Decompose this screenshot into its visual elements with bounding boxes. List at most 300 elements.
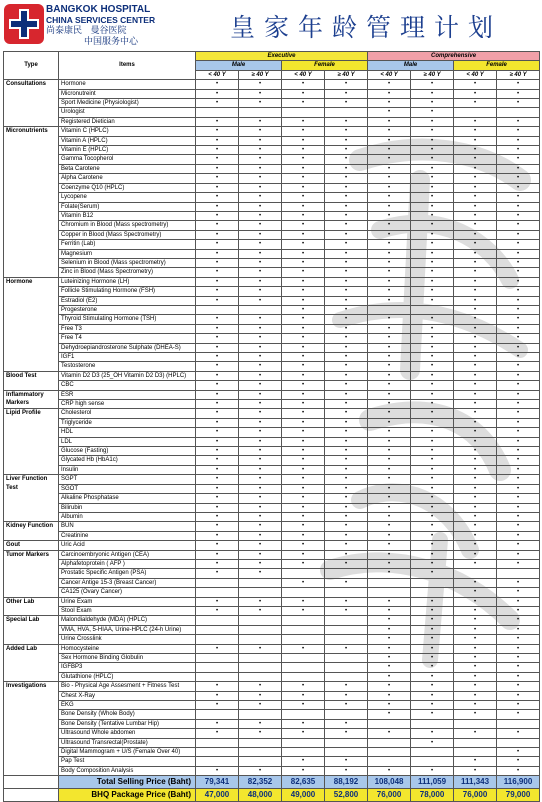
included-dot: • (497, 353, 540, 362)
included-dot: • (239, 117, 282, 126)
included-dot: • (196, 343, 239, 352)
included-dot: • (454, 512, 497, 521)
included-dot: • (325, 701, 368, 710)
package-table (3, 51, 540, 802)
item-name: Alphafetoprotein ( AFP ) (59, 559, 196, 568)
included-dot: • (325, 193, 368, 202)
included-dot: • (497, 494, 540, 503)
included-dot: • (239, 512, 282, 521)
included-dot: • (282, 230, 325, 239)
included-dot: • (282, 484, 325, 493)
included-dot: • (411, 503, 454, 512)
table-row (4, 484, 540, 493)
included-dot: • (196, 202, 239, 211)
included-dot: • (239, 296, 282, 305)
included-dot: • (239, 277, 282, 286)
included-dot: • (282, 305, 325, 314)
empty-cell (325, 672, 368, 681)
included-dot: • (196, 569, 239, 578)
included-dot: • (411, 606, 454, 615)
included-dot: • (454, 211, 497, 220)
included-dot: • (411, 268, 454, 277)
included-dot: • (196, 390, 239, 399)
included-dot: • (196, 258, 239, 267)
item-name: Progesterone (59, 305, 196, 314)
included-dot: • (368, 240, 411, 249)
total-price: 116,900 (497, 776, 540, 789)
logo-text (46, 4, 196, 47)
column-header-age: ≥ 40 Y (497, 70, 540, 79)
included-dot: • (239, 418, 282, 427)
empty-cell (454, 719, 497, 728)
item-name: CA125 (Ovary Cancer) (59, 588, 196, 597)
included-dot: • (239, 719, 282, 728)
included-dot: • (497, 748, 540, 757)
included-dot: • (196, 494, 239, 503)
table-row (4, 371, 540, 380)
included-dot: • (282, 757, 325, 766)
included-dot: • (196, 80, 239, 89)
empty-cell (325, 588, 368, 597)
row-type: Micronutrients (4, 127, 59, 278)
included-dot: • (325, 465, 368, 474)
included-dot: • (454, 757, 497, 766)
item-name: IGFBP3 (59, 663, 196, 672)
included-dot: • (282, 644, 325, 653)
empty-cell (196, 654, 239, 663)
included-dot: • (497, 146, 540, 155)
item-name: Glycated Hb (HbA1c) (59, 456, 196, 465)
included-dot: • (454, 428, 497, 437)
included-dot: • (497, 437, 540, 446)
included-dot: • (454, 710, 497, 719)
included-dot: • (282, 766, 325, 775)
included-dot: • (454, 766, 497, 775)
included-dot: • (239, 174, 282, 183)
table-row (4, 428, 540, 437)
row-type: Hormone (4, 277, 59, 371)
included-dot: • (368, 691, 411, 700)
included-dot: • (325, 729, 368, 738)
item-name: Stool Exam (59, 606, 196, 615)
column-header-comprehensive: Comprehensive (368, 52, 540, 61)
included-dot: • (411, 644, 454, 653)
empty-cell (239, 635, 282, 644)
included-dot: • (368, 447, 411, 456)
included-dot: • (239, 437, 282, 446)
column-header-executive: Executive (196, 52, 368, 61)
included-dot: • (239, 644, 282, 653)
included-dot: • (454, 277, 497, 286)
included-dot: • (454, 80, 497, 89)
item-name: Uric Acid (59, 541, 196, 550)
table-row (4, 381, 540, 390)
included-dot: • (497, 155, 540, 164)
included-dot: • (497, 616, 540, 625)
included-dot: • (497, 625, 540, 634)
included-dot: • (282, 315, 325, 324)
item-name: Carcinoembryonic Antigen (CEA) (59, 550, 196, 559)
included-dot: • (196, 277, 239, 286)
included-dot: • (497, 757, 540, 766)
included-dot: • (239, 550, 282, 559)
included-dot: • (454, 164, 497, 173)
included-dot: • (368, 606, 411, 615)
item-name: Free T3 (59, 324, 196, 333)
item-name: Testosterone (59, 362, 196, 371)
included-dot: • (368, 644, 411, 653)
included-dot: • (368, 663, 411, 672)
included-dot: • (454, 230, 497, 239)
included-dot: • (411, 258, 454, 267)
empty-cell (411, 719, 454, 728)
included-dot: • (368, 202, 411, 211)
included-dot: • (239, 465, 282, 474)
included-dot: • (282, 597, 325, 606)
included-dot: • (325, 80, 368, 89)
included-dot: • (196, 211, 239, 220)
included-dot: • (497, 484, 540, 493)
included-dot: • (497, 550, 540, 559)
included-dot: • (239, 240, 282, 249)
included-dot: • (239, 287, 282, 296)
included-dot: • (196, 503, 239, 512)
included-dot: • (239, 456, 282, 465)
included-dot: • (411, 324, 454, 333)
included-dot: • (368, 164, 411, 173)
empty-cell (239, 663, 282, 672)
bhq-price: 76,000 (368, 789, 411, 802)
empty-cell (239, 578, 282, 587)
included-dot: • (325, 644, 368, 653)
table-row (4, 494, 540, 503)
included-dot: • (239, 606, 282, 615)
included-dot: • (325, 409, 368, 418)
table-row (4, 522, 540, 531)
empty-cell (282, 710, 325, 719)
item-name: Bio - Physical Age Assesment + Fitness Test (59, 682, 196, 691)
included-dot: • (454, 400, 497, 409)
included-dot: • (368, 475, 411, 484)
included-dot: • (368, 174, 411, 183)
included-dot: • (325, 249, 368, 258)
included-dot: • (282, 353, 325, 362)
item-name: Urine Crosslink (59, 635, 196, 644)
included-dot: • (282, 494, 325, 503)
included-dot: • (411, 597, 454, 606)
included-dot: • (368, 146, 411, 155)
empty-cell (411, 578, 454, 587)
included-dot: • (196, 409, 239, 418)
item-name: BUN (59, 522, 196, 531)
column-header-items: Items (59, 52, 196, 80)
empty-cell (196, 588, 239, 597)
included-dot: • (196, 155, 239, 164)
included-dot: • (411, 418, 454, 427)
included-dot: • (497, 371, 540, 380)
included-dot: • (196, 559, 239, 568)
empty-cell (497, 738, 540, 747)
included-dot: • (454, 682, 497, 691)
included-dot: • (325, 305, 368, 314)
included-dot: • (368, 512, 411, 521)
included-dot: • (497, 428, 540, 437)
included-dot: • (454, 183, 497, 192)
included-dot: • (325, 136, 368, 145)
included-dot: • (239, 484, 282, 493)
included-dot: • (325, 99, 368, 108)
included-dot: • (411, 569, 454, 578)
included-dot: • (368, 296, 411, 305)
included-dot: • (497, 277, 540, 286)
included-dot: • (196, 183, 239, 192)
included-dot: • (282, 221, 325, 230)
included-dot: • (454, 146, 497, 155)
table-row (4, 578, 540, 587)
included-dot: • (196, 606, 239, 615)
included-dot: • (325, 146, 368, 155)
included-dot: • (454, 193, 497, 202)
item-name: Vitamin C (HPLC) (59, 127, 196, 136)
included-dot: • (196, 334, 239, 343)
included-dot: • (368, 569, 411, 578)
empty-cell (368, 748, 411, 757)
empty-cell (411, 748, 454, 757)
included-dot: • (454, 296, 497, 305)
included-dot: • (325, 418, 368, 427)
included-dot: • (497, 597, 540, 606)
included-dot: • (411, 174, 454, 183)
item-name: Bilirubin (59, 503, 196, 512)
included-dot: • (282, 512, 325, 521)
item-name: Ultrasound Transrectal(Prostate) (59, 738, 196, 747)
included-dot: • (497, 522, 540, 531)
included-dot: • (497, 183, 540, 192)
empty-cell (239, 757, 282, 766)
item-name: Folate(Serum) (59, 202, 196, 211)
empty-cell (282, 654, 325, 663)
included-dot: • (454, 324, 497, 333)
total-price: 88,192 (325, 776, 368, 789)
table-row (4, 738, 540, 747)
included-dot: • (239, 701, 282, 710)
column-header-age: ≥ 40 Y (325, 70, 368, 79)
item-name: Ultrasound Whole abdomen (59, 729, 196, 738)
logo-cn-line (46, 25, 196, 36)
included-dot: • (239, 230, 282, 239)
included-dot: • (454, 155, 497, 164)
included-dot: • (282, 390, 325, 399)
included-dot: • (239, 531, 282, 540)
included-dot: • (282, 193, 325, 202)
item-name: IGF1 (59, 353, 196, 362)
included-dot: • (368, 221, 411, 230)
included-dot: • (411, 221, 454, 230)
item-name: Insulin (59, 465, 196, 474)
bhq-price-row (4, 789, 540, 802)
logo-cn-1: 尚泰康民 (46, 25, 83, 35)
item-name: ESR (59, 390, 196, 399)
included-dot: • (368, 682, 411, 691)
included-dot: • (411, 146, 454, 155)
item-name: Registered Dietician (59, 117, 196, 126)
empty-cell (196, 108, 239, 117)
included-dot: • (497, 193, 540, 202)
empty-cell (411, 588, 454, 597)
included-dot: • (411, 277, 454, 286)
table-row (4, 682, 540, 691)
included-dot: • (454, 588, 497, 597)
included-dot: • (368, 381, 411, 390)
included-dot: • (497, 682, 540, 691)
empty-cell (196, 625, 239, 634)
included-dot: • (239, 522, 282, 531)
included-dot: • (411, 437, 454, 446)
included-dot: • (239, 447, 282, 456)
table-row (4, 155, 540, 164)
empty-cell (196, 738, 239, 747)
included-dot: • (454, 541, 497, 550)
included-dot: • (282, 428, 325, 437)
included-dot: • (497, 240, 540, 249)
included-dot: • (368, 635, 411, 644)
included-dot: • (239, 691, 282, 700)
item-name: Vitamin E (HPLC) (59, 146, 196, 155)
included-dot: • (325, 559, 368, 568)
included-dot: • (325, 550, 368, 559)
included-dot: • (239, 682, 282, 691)
included-dot: • (368, 418, 411, 427)
included-dot: • (282, 719, 325, 728)
item-name: LDL (59, 437, 196, 446)
included-dot: • (196, 362, 239, 371)
included-dot: • (454, 531, 497, 540)
empty-cell (454, 748, 497, 757)
included-dot: • (497, 503, 540, 512)
empty-cell (325, 635, 368, 644)
empty-cell (196, 748, 239, 757)
included-dot: • (196, 240, 239, 249)
included-dot: • (497, 588, 540, 597)
included-dot: • (368, 531, 411, 540)
total-price: 111,059 (411, 776, 454, 789)
total-price: 79,341 (196, 776, 239, 789)
included-dot: • (368, 155, 411, 164)
included-dot: • (497, 447, 540, 456)
included-dot: • (368, 287, 411, 296)
included-dot: • (411, 193, 454, 202)
table-row (4, 748, 540, 757)
column-header-age: < 40 Y (368, 70, 411, 79)
included-dot: • (239, 343, 282, 352)
empty-cell (282, 569, 325, 578)
column-header-exec-female: Female (282, 61, 368, 70)
included-dot: • (454, 315, 497, 324)
item-name: Follicle Stimulating Hormone (FSH) (59, 287, 196, 296)
included-dot: • (368, 465, 411, 474)
included-dot: • (411, 635, 454, 644)
item-name: Sex Hormone Binding Globulin (59, 654, 196, 663)
included-dot: • (325, 390, 368, 399)
row-type: Inflammatory Markers (4, 390, 59, 409)
bhq-price: 52,800 (325, 789, 368, 802)
table-row (4, 663, 540, 672)
included-dot: • (368, 193, 411, 202)
included-dot: • (239, 164, 282, 173)
included-dot: • (411, 211, 454, 220)
table-row (4, 625, 540, 634)
item-name: Homocysteine (59, 644, 196, 653)
table-row (4, 324, 540, 333)
included-dot: • (282, 475, 325, 484)
total-price: 82,352 (239, 776, 282, 789)
included-dot: • (196, 531, 239, 540)
row-type: Gout (4, 541, 59, 550)
item-name: Creatinine (59, 531, 196, 540)
included-dot: • (368, 343, 411, 352)
included-dot: • (411, 494, 454, 503)
table-row (4, 644, 540, 653)
empty-cell (325, 663, 368, 672)
table-row (4, 503, 540, 512)
included-dot: • (411, 287, 454, 296)
included-dot: • (368, 729, 411, 738)
included-dot: • (454, 117, 497, 126)
item-name: Thyroid Stimulating Hormone (TSH) (59, 315, 196, 324)
included-dot: • (497, 710, 540, 719)
included-dot: • (497, 258, 540, 267)
included-dot: • (282, 541, 325, 550)
total-price-row (4, 776, 540, 789)
included-dot: • (282, 202, 325, 211)
included-dot: • (239, 268, 282, 277)
included-dot: • (282, 240, 325, 249)
included-dot: • (196, 512, 239, 521)
table-row (4, 729, 540, 738)
included-dot: • (325, 174, 368, 183)
included-dot: • (454, 484, 497, 493)
included-dot: • (239, 315, 282, 324)
included-dot: • (454, 202, 497, 211)
column-header-exec-male: Male (196, 61, 282, 70)
table-row (4, 108, 540, 117)
included-dot: • (239, 136, 282, 145)
row-type: Investigations (4, 682, 59, 776)
included-dot: • (196, 719, 239, 728)
included-dot: • (368, 437, 411, 446)
included-dot: • (282, 99, 325, 108)
item-name: Urologist (59, 108, 196, 117)
table-row (4, 691, 540, 700)
included-dot: • (411, 230, 454, 239)
included-dot: • (411, 447, 454, 456)
table-row (4, 512, 540, 521)
included-dot: • (368, 277, 411, 286)
included-dot: • (325, 606, 368, 615)
included-dot: • (196, 418, 239, 427)
empty-cell (325, 738, 368, 747)
included-dot: • (282, 691, 325, 700)
included-dot: • (325, 484, 368, 493)
included-dot: • (454, 701, 497, 710)
table-row (4, 616, 540, 625)
included-dot: • (282, 456, 325, 465)
column-header-age: ≥ 40 Y (411, 70, 454, 79)
row-type: Consultations (4, 80, 59, 127)
included-dot: • (454, 663, 497, 672)
included-dot: • (497, 99, 540, 108)
table-row (4, 437, 540, 446)
